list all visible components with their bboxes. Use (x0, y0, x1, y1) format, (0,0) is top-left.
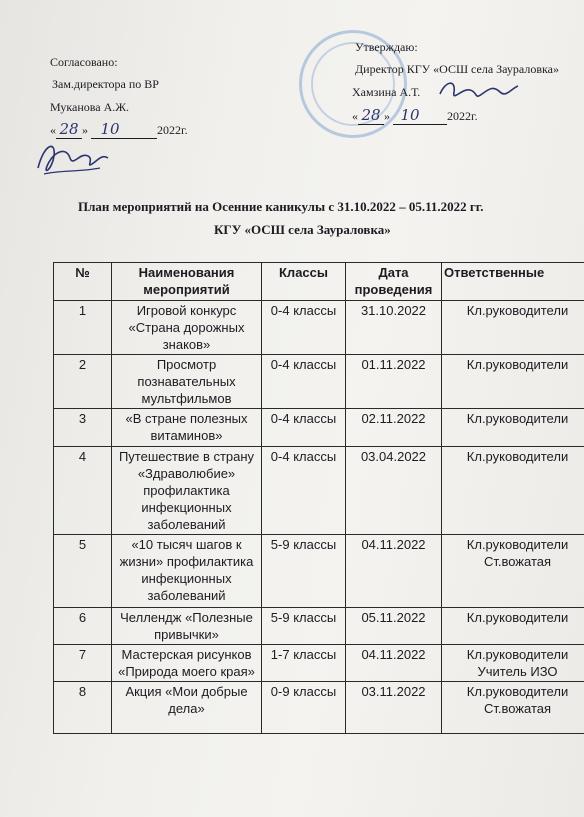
table-row (54, 608, 584, 645)
row-responsible: Кл.руководители (442, 409, 584, 447)
header-name: Наименования мероприятий (112, 263, 262, 301)
row-date: 01.11.2022 (346, 355, 442, 409)
row-num: 1 (54, 301, 112, 355)
row-name: Просмотр познавательных мультфильмов (112, 355, 262, 409)
approved-day: 28 (56, 120, 82, 139)
table-row (54, 301, 584, 355)
confirmed-month: 10 (393, 106, 427, 125)
approved-quote-open: « (50, 123, 56, 137)
table-row (54, 355, 584, 409)
row-date: 02.11.2022 (346, 409, 442, 447)
row-num: 2 (54, 355, 112, 409)
row-grades: 0-9 классы (262, 682, 346, 734)
table-row (54, 447, 584, 535)
row-name: Акция «Мои добрые дела» (112, 682, 262, 734)
row-num: 6 (54, 608, 112, 645)
row-num: 7 (54, 645, 112, 682)
confirmed-year: 2022г. (447, 109, 478, 123)
row-responsible: Кл.руководители Ст.вожатая (442, 535, 584, 608)
row-name: Челлендж «Полезные привычки» (112, 608, 262, 645)
row-responsible: Кл.руководители (442, 301, 584, 355)
row-date: 31.10.2022 (346, 301, 442, 355)
table-header-row (54, 263, 584, 301)
confirmed-date (352, 106, 478, 125)
plan-subtitle: КГУ «ОСШ села Заураловка» (214, 222, 391, 237)
approved-title: Согласовано: (50, 55, 118, 69)
table-row (54, 409, 584, 447)
row-grades: 0-4 классы (262, 447, 346, 535)
table-row (54, 682, 584, 734)
confirmed-day: 28 (358, 106, 384, 125)
row-date: 04.11.2022 (346, 645, 442, 682)
row-date: 05.11.2022 (346, 608, 442, 645)
row-grades: 0-4 классы (262, 409, 346, 447)
events-table (53, 262, 584, 734)
row-num: 8 (54, 682, 112, 734)
row-grades: 0-4 классы (262, 355, 346, 409)
row-name: Игровой конкурс «Страна дорожных знаков» (112, 301, 262, 355)
approved-name: Муканова А.Ж. (50, 100, 130, 114)
plan-title: План мероприятий на Осенние каникулы с 31.10.2022 – 05.11.2022 гг. (78, 199, 484, 214)
row-responsible: Кл.руководители (442, 447, 584, 535)
header-grades: Классы (262, 263, 346, 301)
confirmed-position: Директор КГУ «ОСШ села Заураловка» (355, 62, 559, 76)
header-responsible: Ответственные (442, 263, 584, 301)
row-responsible: Кл.руководители Ст.вожатая (442, 682, 584, 734)
approved-quote-close: » (82, 123, 88, 137)
confirmed-title: Утверждаю: (355, 40, 418, 54)
row-grades: 1-7 классы (262, 645, 346, 682)
row-grades: 5-9 классы (262, 535, 346, 608)
row-name: Путешествие в страну «Здраволюбие» профилактика инфекционных заболеваний (112, 447, 262, 535)
header-num: № (54, 263, 112, 301)
table-row (54, 535, 584, 608)
row-name: «10 тысяч шагов к жизни» профилактика инфекционных заболеваний (112, 535, 262, 608)
row-grades: 0-4 классы (262, 301, 346, 355)
approved-year: 2022г. (157, 123, 188, 137)
row-name: Мастерская рисунков «Природа моего края» (112, 645, 262, 682)
header-date: Дата проведения (346, 263, 442, 301)
confirmed-quote-close: » (384, 109, 390, 123)
row-responsible: Кл.руководители (442, 355, 584, 409)
row-date: 04.11.2022 (346, 535, 442, 608)
confirmed-name: Хамзина А.Т. (352, 85, 421, 99)
row-date: 03.11.2022 (346, 682, 442, 734)
row-num: 3 (54, 409, 112, 447)
row-num: 4 (54, 447, 112, 535)
row-num: 5 (54, 535, 112, 608)
approved-signature (30, 134, 114, 182)
confirmed-signature (436, 76, 520, 106)
approved-position: Зам.директора по ВР (52, 77, 159, 91)
table-row (54, 645, 584, 682)
row-name: «В стране полезных витаминов» (112, 409, 262, 447)
approved-month: 10 (91, 120, 129, 139)
row-responsible: Кл.руководители Учитель ИЗО (442, 645, 584, 682)
row-grades: 5-9 классы (262, 608, 346, 645)
confirmed-quote-open: « (352, 109, 358, 123)
row-responsible: Кл.руководители (442, 608, 584, 645)
row-date: 03.04.2022 (346, 447, 442, 535)
